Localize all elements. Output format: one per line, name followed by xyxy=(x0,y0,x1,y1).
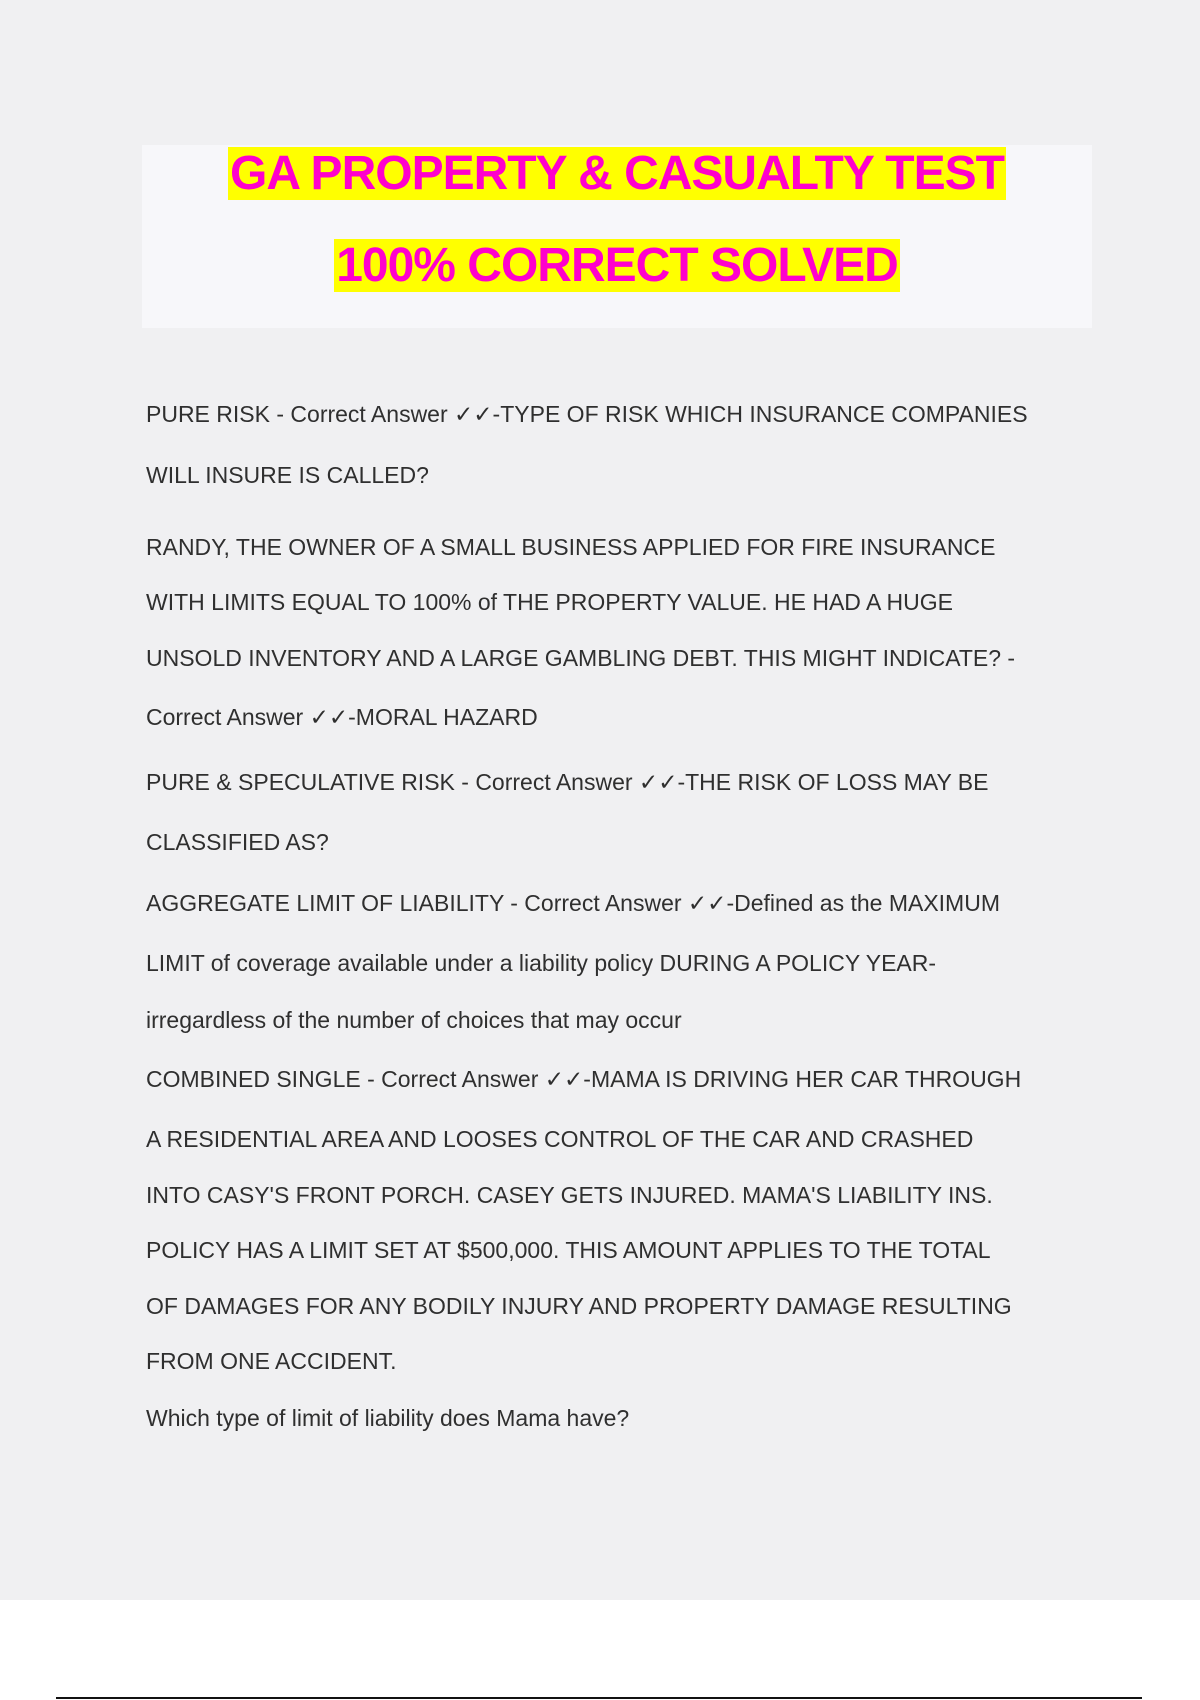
text-line: OF DAMAGES FOR ANY BODILY INJURY AND PROPERTY DAMAGE RESULTING xyxy=(146,1293,1012,1319)
text-line: AGGREGATE LIMIT OF LIABILITY - Correct Answer ✓✓-Defined as the MAXIMUM xyxy=(146,890,1000,916)
text-line: LIMIT of coverage available under a liability policy DURING A POLICY YEAR- xyxy=(146,950,937,976)
text-line: UNSOLD INVENTORY AND A LARGE GAMBLING DEBT. THIS MIGHT INDICATE? - xyxy=(146,645,1016,671)
text-line: INTO CASY'S FRONT PORCH. CASEY GETS INJURED. MAMA'S LIABILITY INS. xyxy=(146,1182,993,1208)
document-title-line-1: GA PROPERTY & CASUALTY TEST xyxy=(230,147,1004,200)
footer-divider xyxy=(56,1697,1142,1699)
text-line: Which type of limit of liability does Mama have? xyxy=(146,1405,630,1431)
text-line: POLICY HAS A LIMIT SET AT $500,000. THIS AMOUNT APPLIES TO THE TOTAL xyxy=(146,1237,991,1263)
text-line: FROM ONE ACCIDENT. xyxy=(146,1348,397,1374)
text-line: CLASSIFIED AS? xyxy=(146,829,329,855)
text-line: PURE RISK - Correct Answer ✓✓-TYPE OF RISK WHICH INSURANCE COMPANIES xyxy=(146,401,1028,427)
text-line: COMBINED SINGLE - Correct Answer ✓✓-MAMA IS DRIVING HER CAR THROUGH xyxy=(146,1066,1022,1092)
text-line: PURE & SPECULATIVE RISK - Correct Answer ✓✓-THE RISK OF LOSS MAY BE xyxy=(146,769,989,795)
text-line: Correct Answer ✓✓-MORAL HAZARD xyxy=(146,704,538,730)
text-line: A RESIDENTIAL AREA AND LOOSES CONTROL OF THE CAR AND CRASHED xyxy=(146,1126,974,1152)
document-title-line-2: 100% CORRECT SOLVED xyxy=(336,239,898,292)
text-line: irregardless of the number of choices that may occur xyxy=(146,1007,682,1033)
text-line: WITH LIMITS EQUAL TO 100% of THE PROPERTY VALUE. HE HAD A HUGE xyxy=(146,589,953,615)
text-line: RANDY, THE OWNER OF A SMALL BUSINESS APPLIED FOR FIRE INSURANCE xyxy=(146,534,996,560)
text-line: WILL INSURE IS CALLED? xyxy=(146,462,429,488)
